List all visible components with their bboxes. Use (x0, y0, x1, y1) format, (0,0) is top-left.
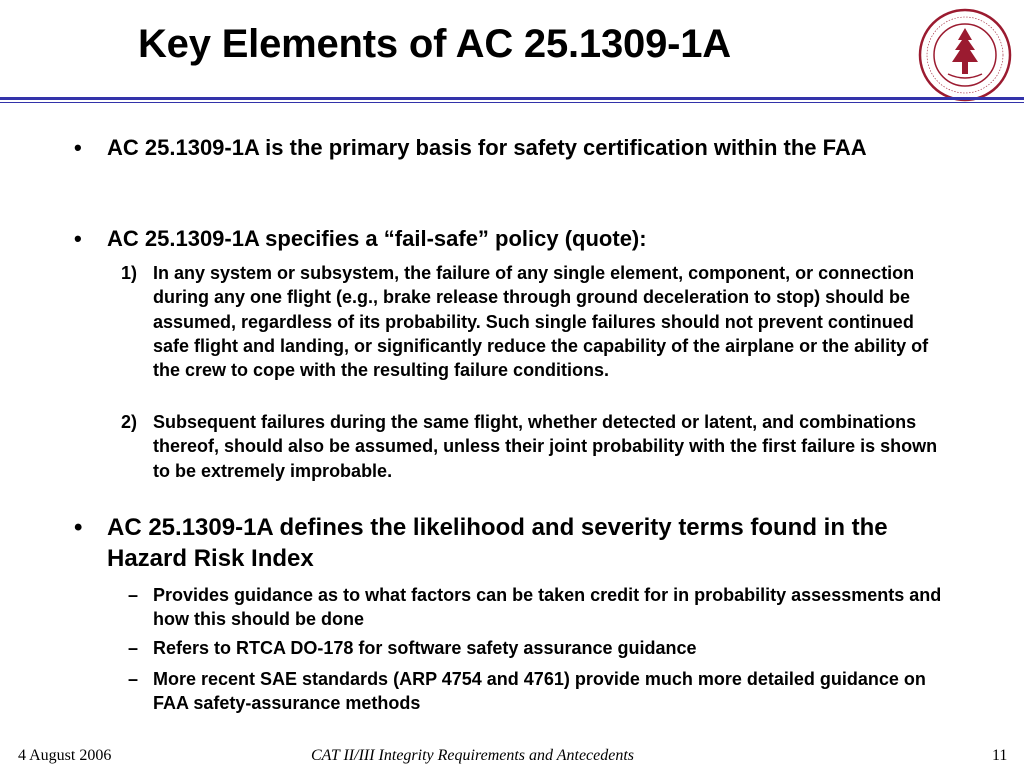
dash-marker: – (128, 638, 139, 658)
dash-item (128, 636, 953, 660)
item-text: Provides guidance as to what factors can be taken credit for in probability assessments and how this should be done (153, 585, 942, 630)
numbered-item (121, 261, 953, 382)
bullet-marker: • (74, 514, 83, 541)
item-number: 1) (121, 263, 138, 283)
item-text: In any system or subsystem, the failure of any single element, component, or connection during any one flight (e.g., brake release through ground deceleration to stop) should be assumed, regardless of its probability. Such single failures should not prevent continued safe flight and landing, or significantly reduce the capability of the airplane or the ability of the crew to cope with the resulting failure conditions. (153, 263, 929, 381)
bullet-text: AC 25.1309-1A is the primary basis for safety certification within the FAA (107, 135, 867, 160)
footer-presentation-title: CAT II/III Integrity Requirements and Antecedents (311, 747, 635, 764)
bullet-marker: • (74, 135, 82, 160)
item-text: More recent SAE standards (ARP 4754 and 4761) provide much more detailed guidance on FAA safety-assurance methods (153, 669, 926, 714)
item-text: Refers to RTCA DO-178 for software safety assurance guidance (153, 638, 697, 658)
bullet-text: AC 25.1309-1A defines the likelihood and severity terms found in the Hazard Risk Index (107, 514, 888, 572)
stanford-university-seal-icon (918, 8, 1012, 102)
footer-date: 4 August 2006 (18, 747, 112, 764)
dash-item (128, 583, 953, 632)
numbered-item (121, 410, 953, 483)
dash-item (128, 667, 953, 716)
title-rule-thick (0, 97, 1024, 100)
page-number: 11 (992, 747, 1008, 764)
bullet-marker: • (74, 226, 82, 251)
item-number: 2) (121, 412, 138, 432)
dash-marker: – (128, 669, 139, 689)
dash-marker: – (128, 585, 139, 605)
bullet-item (74, 512, 967, 574)
slide-title: Key Elements of AC 25.1309-1A (138, 22, 731, 66)
title-rule-thin (0, 102, 1024, 103)
bullet-text: AC 25.1309-1A specifies a “fail-safe” policy (quote): (107, 226, 647, 251)
bullet-item (74, 133, 967, 162)
bullet-item (74, 224, 967, 253)
item-text: Subsequent failures during the same flight, whether detected or latent, and combinations thereof, should also be assumed, unless their joint probability with the first failure is shown to be extremely improbable. (153, 412, 938, 481)
